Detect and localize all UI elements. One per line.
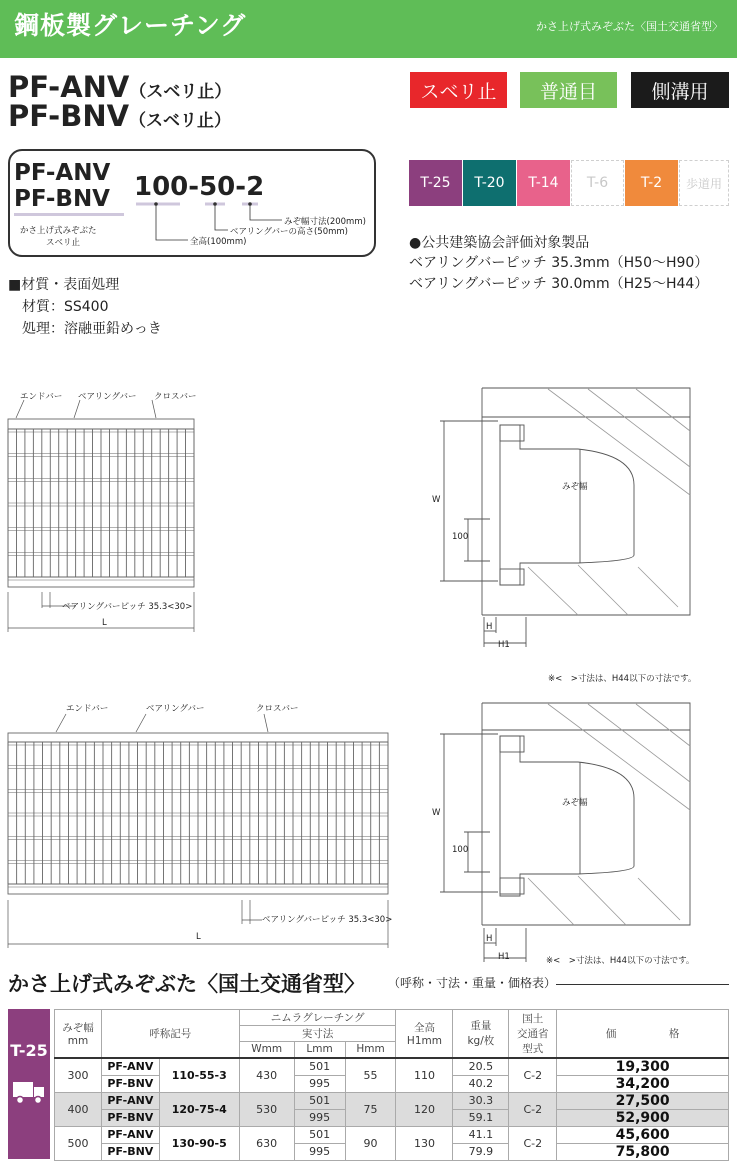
label-H-1: H (486, 622, 493, 632)
cell-l: 501 (294, 1126, 345, 1143)
cell-h1: 130 (396, 1126, 453, 1160)
cell-type: C-2 (509, 1092, 557, 1126)
label-L-2: L (196, 932, 201, 942)
cell-w: 530 (239, 1092, 294, 1126)
section-note: （呼称・寸法・重量・価格表） (388, 976, 557, 990)
cell-h1: 110 (396, 1058, 453, 1093)
th-mlit-type (509, 1010, 557, 1058)
price-table (54, 1009, 729, 1161)
section-rule (556, 984, 729, 985)
load-class-t25: T-25 (409, 160, 462, 206)
cell-type: C-2 (509, 1126, 557, 1160)
label-pitch-1: ベアリングバーピッチ 35.3<30> (62, 602, 193, 612)
material-heading: ■材質・表面処理 (8, 277, 120, 293)
product-model: PF-ANV (8, 70, 130, 104)
cell-model: PF-BNV (101, 1109, 159, 1126)
cell-model: PF-ANV (101, 1092, 159, 1109)
cell-price: 75,800 (557, 1143, 729, 1160)
label-cross-bar-1: クロスバー (154, 392, 197, 402)
naming-height-note: 全高(100mm) (190, 237, 247, 247)
code-height: 100 (134, 172, 189, 202)
cell-price: 27,500 (557, 1092, 729, 1109)
code-bearing: 50 (199, 172, 236, 202)
load-class-t14: T-14 (517, 160, 570, 206)
table-header-row-1 (55, 1010, 729, 1026)
badge-side-ditch: 側溝用 (631, 72, 729, 108)
th-h: Hmm (345, 1042, 396, 1058)
th-weight (453, 1010, 509, 1058)
section-view-drawing-2 (428, 700, 698, 965)
truck-icon (12, 1079, 46, 1105)
section-view-drawing-1 (428, 385, 698, 655)
label-end-bar-2: エンドバー (66, 704, 109, 714)
cell-type: C-2 (509, 1058, 557, 1093)
label-H1-2: H1 (498, 952, 510, 962)
cell-code: 130-90-5 (159, 1126, 239, 1160)
load-class-sidewalk: 歩道用 (679, 160, 729, 206)
product-note: （スベリ止） (129, 82, 232, 102)
load-class-t20: T-20 (463, 160, 516, 206)
naming-code: 100-50-2 (134, 172, 265, 202)
cell-model: PF-BNV (101, 1075, 159, 1092)
label-mizo-2: みぞ幅 (562, 798, 588, 808)
label-pitch-2: ベアリングバーピッチ 35.3<30> (262, 915, 393, 925)
product-model: PF-BNV (8, 99, 130, 133)
th-mlit-1: 国土 (522, 1012, 544, 1025)
product-name-bnv (8, 99, 231, 133)
table-load-class-tab (8, 1009, 50, 1159)
cell-h: 90 (345, 1126, 396, 1160)
th-price: 価 格 (557, 1010, 729, 1058)
section-title: かさ上げ式みぞぶた〈国土交通省型〉 (8, 972, 365, 996)
label-bearing-bar-2: ベアリングバー (146, 704, 205, 714)
code-width: 2 (246, 172, 265, 202)
label-L-1: L (102, 618, 107, 628)
page-title: 鋼板製グレーチング (14, 11, 247, 40)
cell-weight: 79.9 (453, 1143, 509, 1160)
cell-model: PF-BNV (101, 1143, 159, 1160)
cell-mizo: 300 (55, 1058, 102, 1093)
label-100-1: 100 (452, 532, 469, 542)
cell-weight: 40.2 (453, 1075, 509, 1092)
badge-anti-slip: スベリ止 (410, 72, 507, 108)
th-weight-unit: kg/枚 (467, 1035, 495, 1048)
product-note: （スベリ止） (129, 111, 232, 131)
cell-l: 995 (294, 1109, 345, 1126)
load-class-t2: T-2 (625, 160, 678, 206)
label-cross-bar-2: クロスバー (256, 704, 299, 714)
cell-weight: 30.3 (453, 1092, 509, 1109)
label-end-bar-1: エンドバー (20, 392, 63, 402)
naming-underline (14, 213, 124, 216)
label-W-1: W (432, 495, 441, 505)
cell-mizo: 400 (55, 1092, 102, 1126)
naming-model-anv: PF-ANV (14, 160, 111, 186)
label-W-2: W (432, 808, 441, 818)
table-row (55, 1092, 729, 1109)
label-100-2: 100 (452, 845, 469, 855)
certification-line2: ベアリングバーピッチ 30.0mm（H25〜H44） (409, 276, 709, 292)
cell-l: 995 (294, 1143, 345, 1160)
footnote-1: ※< >寸法は、H44以下の寸法です。 (548, 674, 697, 684)
cell-price: 45,600 (557, 1126, 729, 1143)
cell-price: 34,200 (557, 1075, 729, 1092)
naming-note-2: スベリ止 (46, 238, 81, 248)
page-subtitle: かさ上げ式みぞぶた〈国土交通省型〉 (536, 20, 723, 33)
cell-h: 55 (345, 1058, 396, 1093)
cell-l: 995 (294, 1075, 345, 1092)
cell-l: 501 (294, 1058, 345, 1076)
th-total-height-label: 全高 (413, 1021, 435, 1034)
th-total-height-unit: H1mm (406, 1034, 442, 1047)
table-row (55, 1126, 729, 1143)
th-mizo-label: みぞ幅 (62, 1021, 94, 1034)
cell-l: 501 (294, 1092, 345, 1109)
cell-h1: 120 (396, 1092, 453, 1126)
th-l: Lmm (294, 1042, 345, 1058)
th-grating: ニムラグレーチング (239, 1010, 396, 1026)
th-weight-label: 重量 (470, 1020, 492, 1033)
cell-h: 75 (345, 1092, 396, 1126)
footnote-2: ※< >寸法は、H44以下の寸法です。 (546, 956, 695, 966)
table-load-class-label: T-25 (10, 1041, 48, 1060)
th-w: Wmm (239, 1042, 294, 1058)
naming-width-note: みぞ幅寸法(200mm) (284, 217, 366, 227)
cell-model: PF-ANV (101, 1126, 159, 1143)
cell-price: 52,900 (557, 1109, 729, 1126)
th-total-height (396, 1010, 453, 1058)
cell-model: PF-ANV (101, 1058, 159, 1076)
naming-note-1: かさ上げ式みぞぶた (20, 226, 97, 236)
naming-model-bnv: PF-BNV (14, 186, 110, 212)
cell-code: 110-55-3 (159, 1058, 239, 1093)
cell-weight: 41.1 (453, 1126, 509, 1143)
cell-code: 120-75-4 (159, 1092, 239, 1126)
cell-weight: 59.1 (453, 1109, 509, 1126)
plan-view-drawing-1 (6, 380, 206, 635)
th-actual: 実寸法 (239, 1026, 396, 1042)
cell-w: 430 (239, 1058, 294, 1093)
th-mlit-3: 型式 (522, 1042, 544, 1055)
label-mizo-1: みぞ幅 (562, 482, 588, 492)
table-row (55, 1058, 729, 1076)
certification-title: ●公共建築協会評価対象製品 (409, 235, 590, 251)
cell-w: 630 (239, 1126, 294, 1160)
certification-line1: ベアリングバーピッチ 35.3mm（H50〜H90） (409, 255, 709, 271)
cell-price: 19,300 (557, 1058, 729, 1076)
badge-normal-mesh: 普通目 (520, 72, 617, 108)
naming-bearing-note: ベアリングバーの高さ(50mm) (230, 227, 348, 237)
material-treatment: 処理：溶融亜鉛めっき (22, 321, 162, 337)
material-spec: 材質：SS400 (22, 299, 109, 315)
label-H-2: H (486, 934, 493, 944)
th-mlit-2: 交通省 (517, 1027, 549, 1040)
cell-weight: 20.5 (453, 1058, 509, 1076)
cell-mizo: 500 (55, 1126, 102, 1160)
load-class-t6: T-6 (571, 160, 624, 206)
label-bearing-bar-1: ベアリングバー (78, 392, 137, 402)
th-code: 呼称記号 (101, 1010, 239, 1058)
label-H1-1: H1 (498, 640, 510, 650)
th-mizo (55, 1010, 102, 1058)
th-mizo-unit: mm (67, 1034, 89, 1047)
